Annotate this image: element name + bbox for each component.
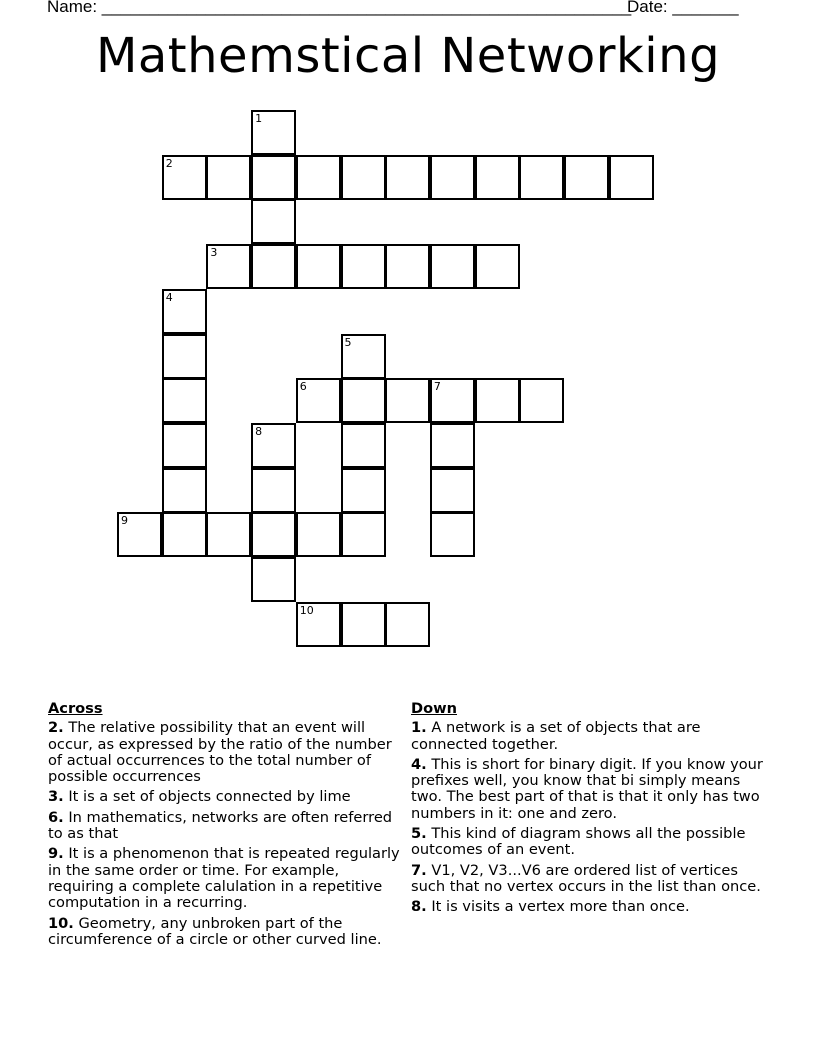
cell-number: 2	[165, 156, 173, 170]
crossword-cell[interactable]	[162, 289, 207, 334]
clue-text: In mathematics, networks are often referred to as that	[48, 808, 393, 843]
crossword-cell[interactable]	[206, 155, 251, 200]
cell-number: 10	[299, 603, 314, 617]
clue-text: It is a set of objects connected by lime	[68, 788, 351, 806]
crossword-cell[interactable]	[296, 244, 341, 289]
clue-number: 10.	[48, 914, 74, 932]
clue-item	[48, 810, 400, 843]
crossword-cell[interactable]	[341, 423, 386, 468]
clue-number: 4.	[411, 755, 427, 773]
crossword-cell[interactable]	[385, 244, 430, 289]
crossword-cell[interactable]	[251, 110, 296, 155]
crossword-cell[interactable]	[430, 423, 475, 468]
crossword-cell[interactable]	[341, 468, 386, 513]
crossword-cell[interactable]	[251, 468, 296, 513]
cell-number: 1	[255, 112, 263, 125]
crossword-cell[interactable]	[341, 602, 386, 647]
crossword-cell[interactable]	[341, 378, 386, 423]
crossword-cell[interactable]	[296, 378, 341, 423]
crossword-cell[interactable]	[341, 512, 386, 557]
crossword-cell[interactable]	[475, 378, 520, 423]
crossword-cell[interactable]	[385, 602, 430, 647]
down-heading: Down	[411, 700, 458, 717]
cell-number: 4	[165, 290, 173, 304]
clue-item	[411, 720, 771, 753]
crossword-cell[interactable]	[251, 557, 296, 602]
down-clue-list	[411, 720, 771, 915]
crossword-cell[interactable]	[251, 199, 296, 244]
crossword-cell[interactable]	[430, 512, 475, 557]
crossword-cell[interactable]	[296, 602, 341, 647]
crossword-cell[interactable]	[475, 155, 520, 200]
page-title: Mathemstical Networking	[95, 28, 721, 84]
clue-item	[411, 757, 771, 822]
cell-number: 9	[121, 514, 128, 528]
down-clues	[411, 701, 771, 920]
clue-text: A network is a set of objects that are connected together.	[411, 719, 701, 753]
clue-text: Geometry, any unbroken part of the circumference of a circle or other curved line.	[48, 914, 382, 948]
clue-item	[411, 899, 771, 915]
crossword-cell[interactable]	[251, 155, 296, 200]
clue-text: It is a phenomenon that is repeated regularly in the same order or time. For example, requiring a complete calulation in a repetitive computation in a recurring.	[48, 845, 400, 912]
name-field-label: Name: ________________________________________________________	[47, 0, 632, 16]
crossword-cell[interactable]	[206, 512, 251, 557]
clue-number: 7.	[411, 861, 427, 879]
crossword-cell[interactable]	[251, 512, 296, 557]
crossword-cell[interactable]	[519, 378, 564, 423]
crossword-cell[interactable]	[296, 512, 341, 557]
crossword-cell[interactable]	[564, 155, 609, 200]
clue-number: 5.	[411, 825, 427, 843]
crossword-cell[interactable]	[296, 155, 341, 200]
clue-text: It is visits a vertex more than once.	[431, 898, 690, 916]
clue-text: This is short for binary digit. If you know your prefixes well, you know that bi simply means two. The best part of that is that it only has two numbers in it: one and zero.	[411, 755, 763, 822]
clue-text: This kind of diagram shows all the possible outcomes of an event.	[411, 825, 746, 859]
crossword-cell[interactable]	[385, 155, 430, 200]
crossword-cell[interactable]	[341, 244, 386, 289]
across-heading: Across	[48, 700, 103, 717]
clue-item	[411, 863, 771, 896]
clue-number: 1.	[411, 719, 427, 737]
crossword-cell[interactable]	[162, 378, 207, 423]
clue-text: The relative possibility that an event will occur, as expressed by the ratio of the number of actual occurrences to the total number of possible occurrences	[48, 719, 392, 786]
cell-number: 7	[433, 380, 441, 394]
clue-number: 3.	[48, 788, 64, 806]
clue-text: V1, V2, V3...V6 are ordered list of vertices such that no vertex occurs in the list than once.	[411, 861, 761, 895]
crossword-cell[interactable]	[162, 423, 207, 468]
crossword-cell[interactable]	[609, 155, 654, 200]
clue-item	[48, 789, 400, 805]
crossword-cell[interactable]	[117, 512, 162, 557]
crossword-cell[interactable]	[162, 334, 207, 379]
crossword-cell[interactable]	[341, 334, 386, 379]
crossword-cell[interactable]	[251, 423, 296, 468]
clue-item	[48, 916, 400, 949]
clue-number: 2.	[48, 719, 64, 737]
crossword-cell[interactable]	[519, 155, 564, 200]
crossword-cell[interactable]	[162, 468, 207, 513]
crossword-cell[interactable]	[430, 468, 475, 513]
cell-number: 3	[210, 246, 218, 260]
clue-number: 9.	[48, 845, 64, 863]
crossword-cell[interactable]	[430, 378, 475, 423]
date-field-label: Date: _______	[627, 0, 739, 16]
clue-item	[48, 846, 400, 911]
clue-item	[411, 826, 771, 859]
crossword-cell[interactable]	[430, 244, 475, 289]
across-clues	[48, 701, 400, 952]
cell-number: 5	[344, 335, 352, 349]
crossword-cell[interactable]	[251, 244, 296, 289]
cell-number: 6	[299, 380, 307, 394]
crossword-cell[interactable]	[475, 244, 520, 289]
clue-number: 8.	[411, 898, 427, 916]
clue-item	[48, 720, 400, 785]
clue-number: 6.	[48, 808, 64, 826]
crossword-cell[interactable]	[206, 244, 251, 289]
crossword-cell[interactable]	[430, 155, 475, 200]
crossword-cell[interactable]	[341, 155, 386, 200]
crossword-cell[interactable]	[162, 512, 207, 557]
crossword-cell[interactable]	[385, 378, 430, 423]
cell-number: 8	[255, 424, 263, 438]
crossword-cell[interactable]	[162, 155, 207, 200]
across-clue-list	[48, 720, 400, 948]
